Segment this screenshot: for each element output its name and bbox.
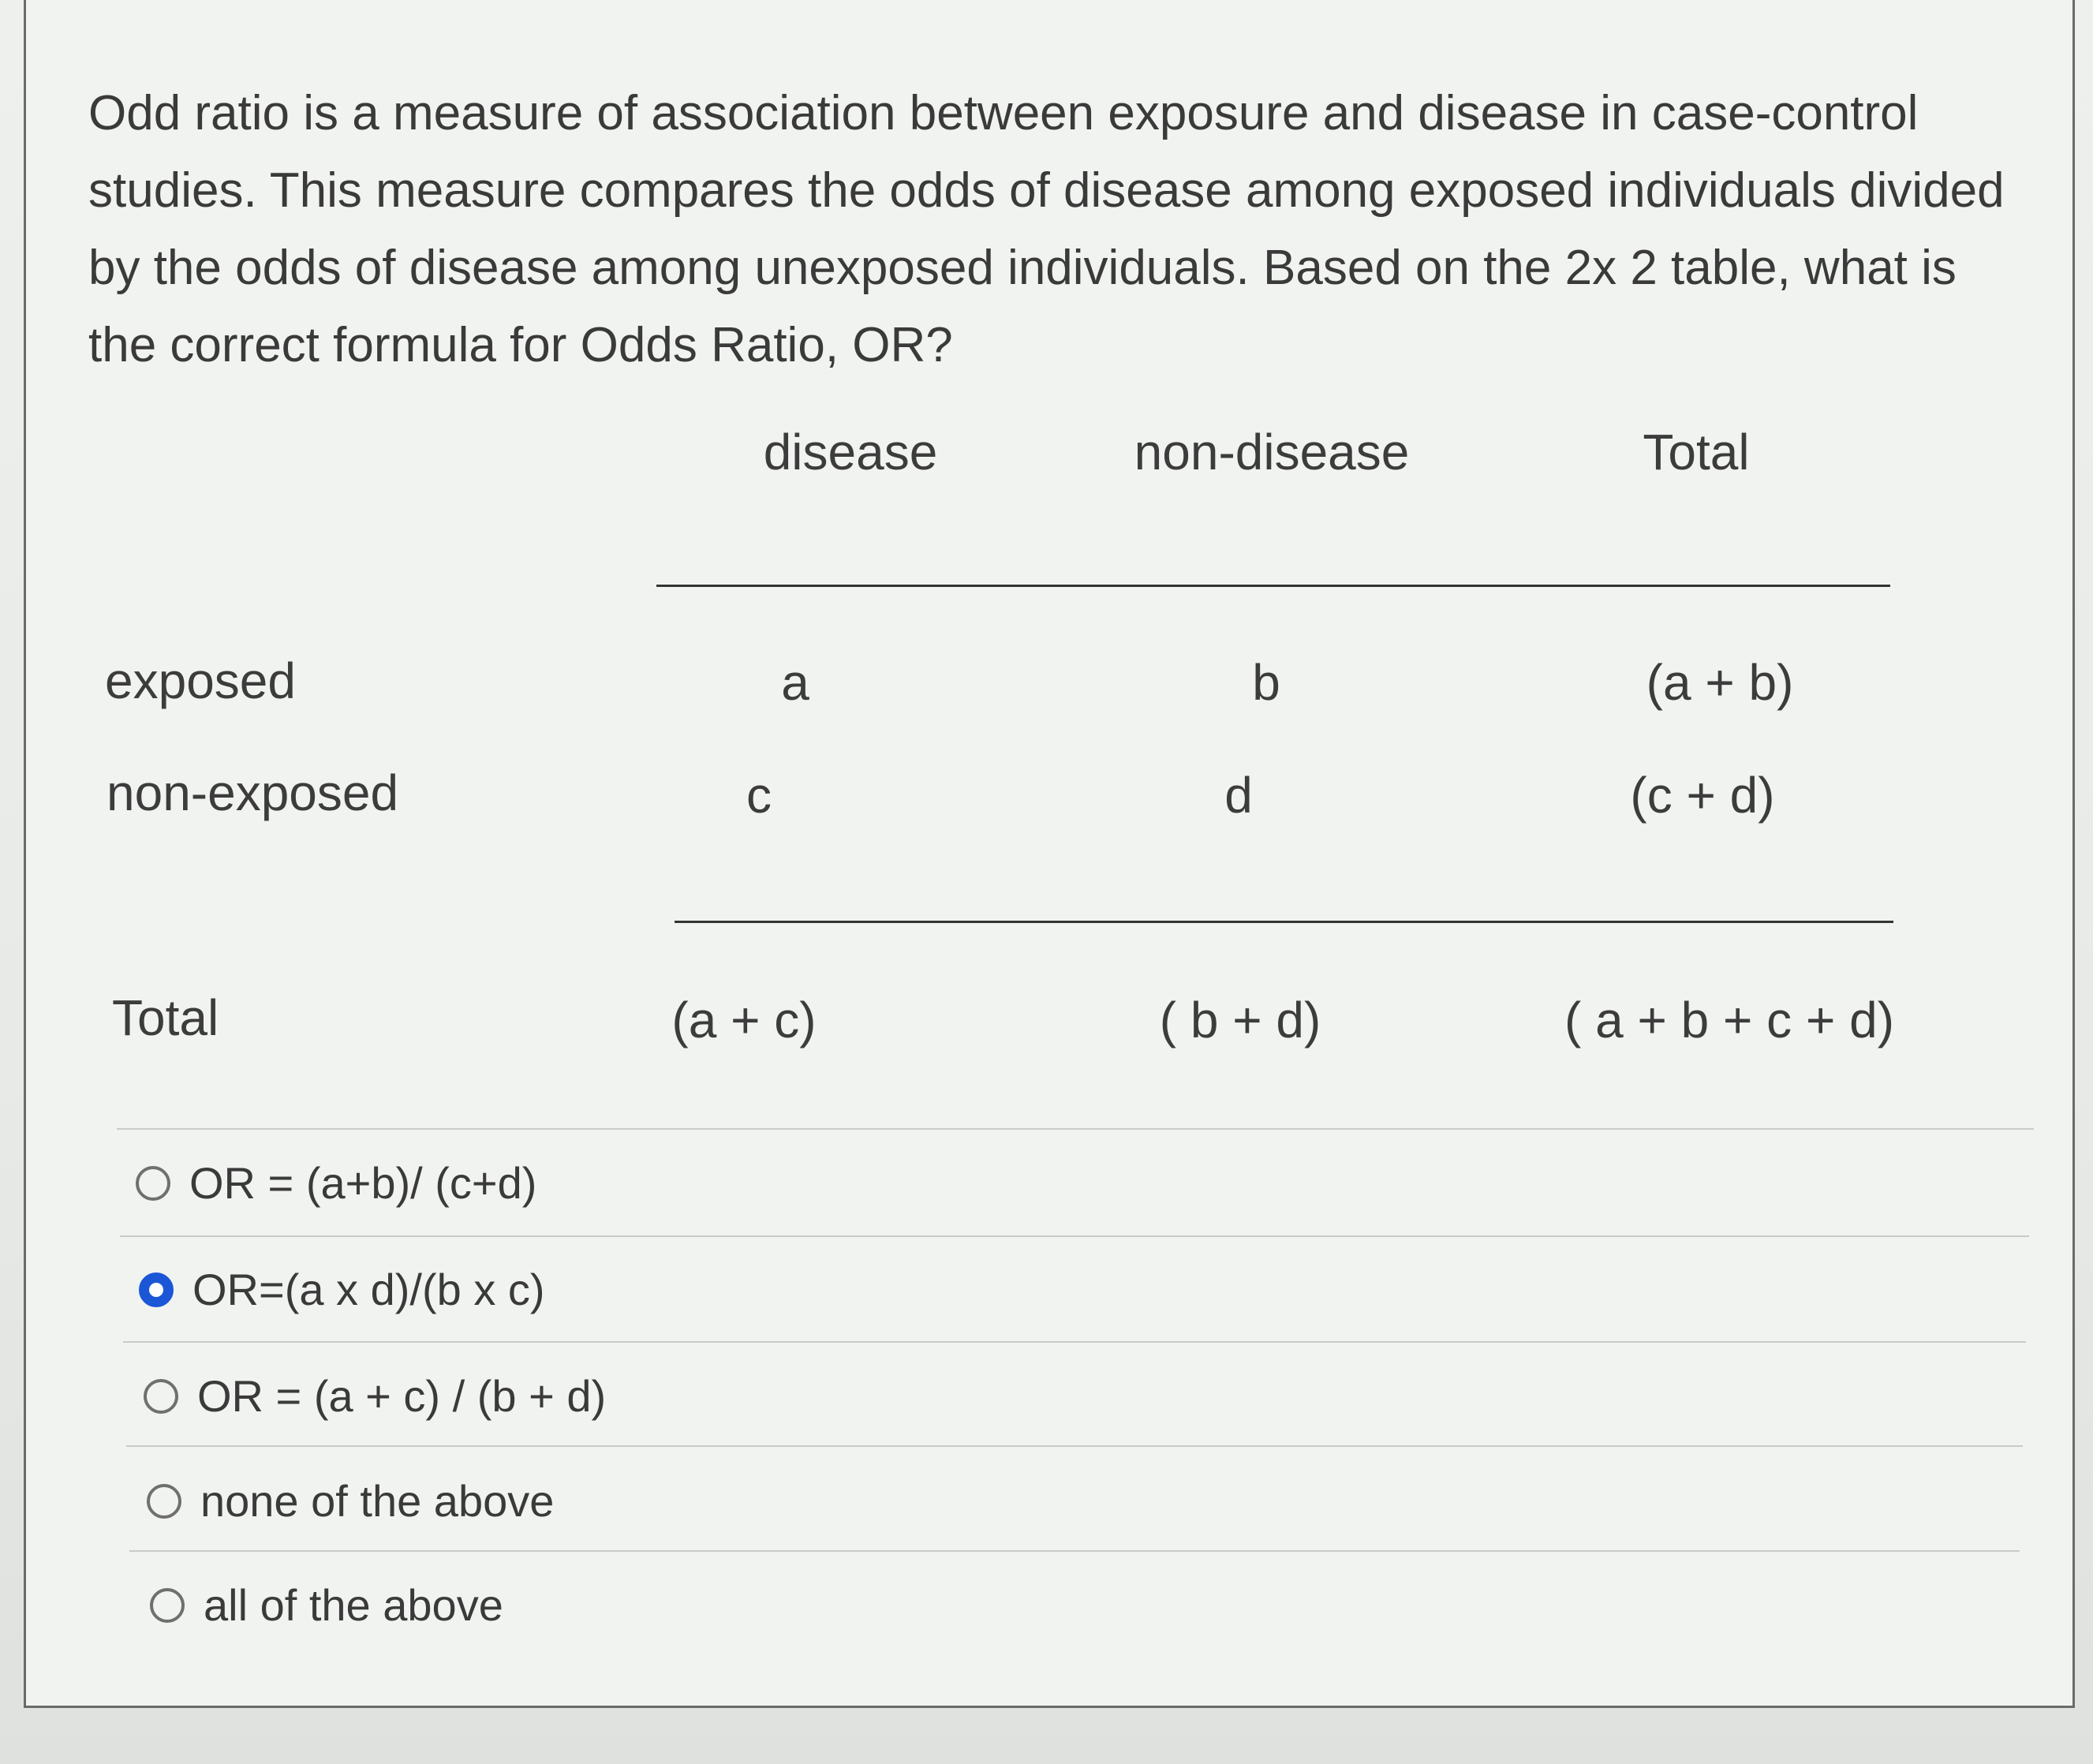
option-label: OR = (a+b)/ (c+d)	[189, 1158, 537, 1208]
option-separator	[123, 1341, 2026, 1343]
radio-button-selected[interactable]	[139, 1273, 174, 1307]
radio-button-unselected[interactable]	[136, 1166, 170, 1201]
row-label-non-exposed: non-exposed	[107, 764, 399, 821]
header-total: Total	[1643, 424, 1750, 480]
radio-button-unselected[interactable]	[150, 1588, 185, 1623]
option-label: all of the above	[204, 1580, 503, 1630]
option-separator	[117, 1128, 2034, 1130]
row-label-exposed: exposed	[105, 652, 296, 709]
radio-button-unselected[interactable]	[147, 1484, 181, 1519]
option-label: OR = (a + c) / (b + d)	[197, 1371, 607, 1421]
cell-d: d	[1224, 767, 1253, 824]
option-label: none of the above	[200, 1476, 555, 1526]
option-separator	[120, 1235, 2029, 1237]
cell-a-plus-b: (a + b)	[1646, 654, 1794, 711]
option-row[interactable]	[144, 1361, 606, 1432]
option-separator	[129, 1550, 2020, 1552]
option-separator	[126, 1445, 2023, 1447]
totals-rule	[675, 921, 1893, 923]
row-label-total: Total	[112, 989, 219, 1046]
option-row[interactable]	[147, 1466, 554, 1537]
option-row[interactable]	[150, 1570, 503, 1641]
radio-button-unselected[interactable]	[144, 1379, 178, 1414]
total-a-plus-c: (a + c)	[671, 992, 817, 1048]
cell-c-plus-d: (c + d)	[1630, 767, 1775, 824]
question-text: Odd ratio is a measure of association between exposure and disease in case-control studies. This measure compares the odds of disease among exposed individuals divided by the odds of disease among unexposed individuals. Based on the 2x 2 table, what is the correct formula for Odds Ratio, OR?	[88, 86, 2018, 372]
header-disease: disease	[763, 424, 938, 480]
option-row[interactable]	[136, 1148, 536, 1219]
total-grand: ( a + b + c + d)	[1564, 992, 1894, 1048]
option-label: OR=(a x d)/(b x c)	[192, 1265, 545, 1314]
cell-a: a	[781, 654, 809, 711]
cell-c: c	[746, 767, 772, 824]
header-non-disease: non-disease	[1134, 424, 1410, 480]
option-row[interactable]	[139, 1254, 545, 1325]
total-b-plus-d: ( b + d)	[1159, 992, 1321, 1048]
cell-b: b	[1252, 654, 1280, 711]
header-rule	[656, 585, 1890, 587]
